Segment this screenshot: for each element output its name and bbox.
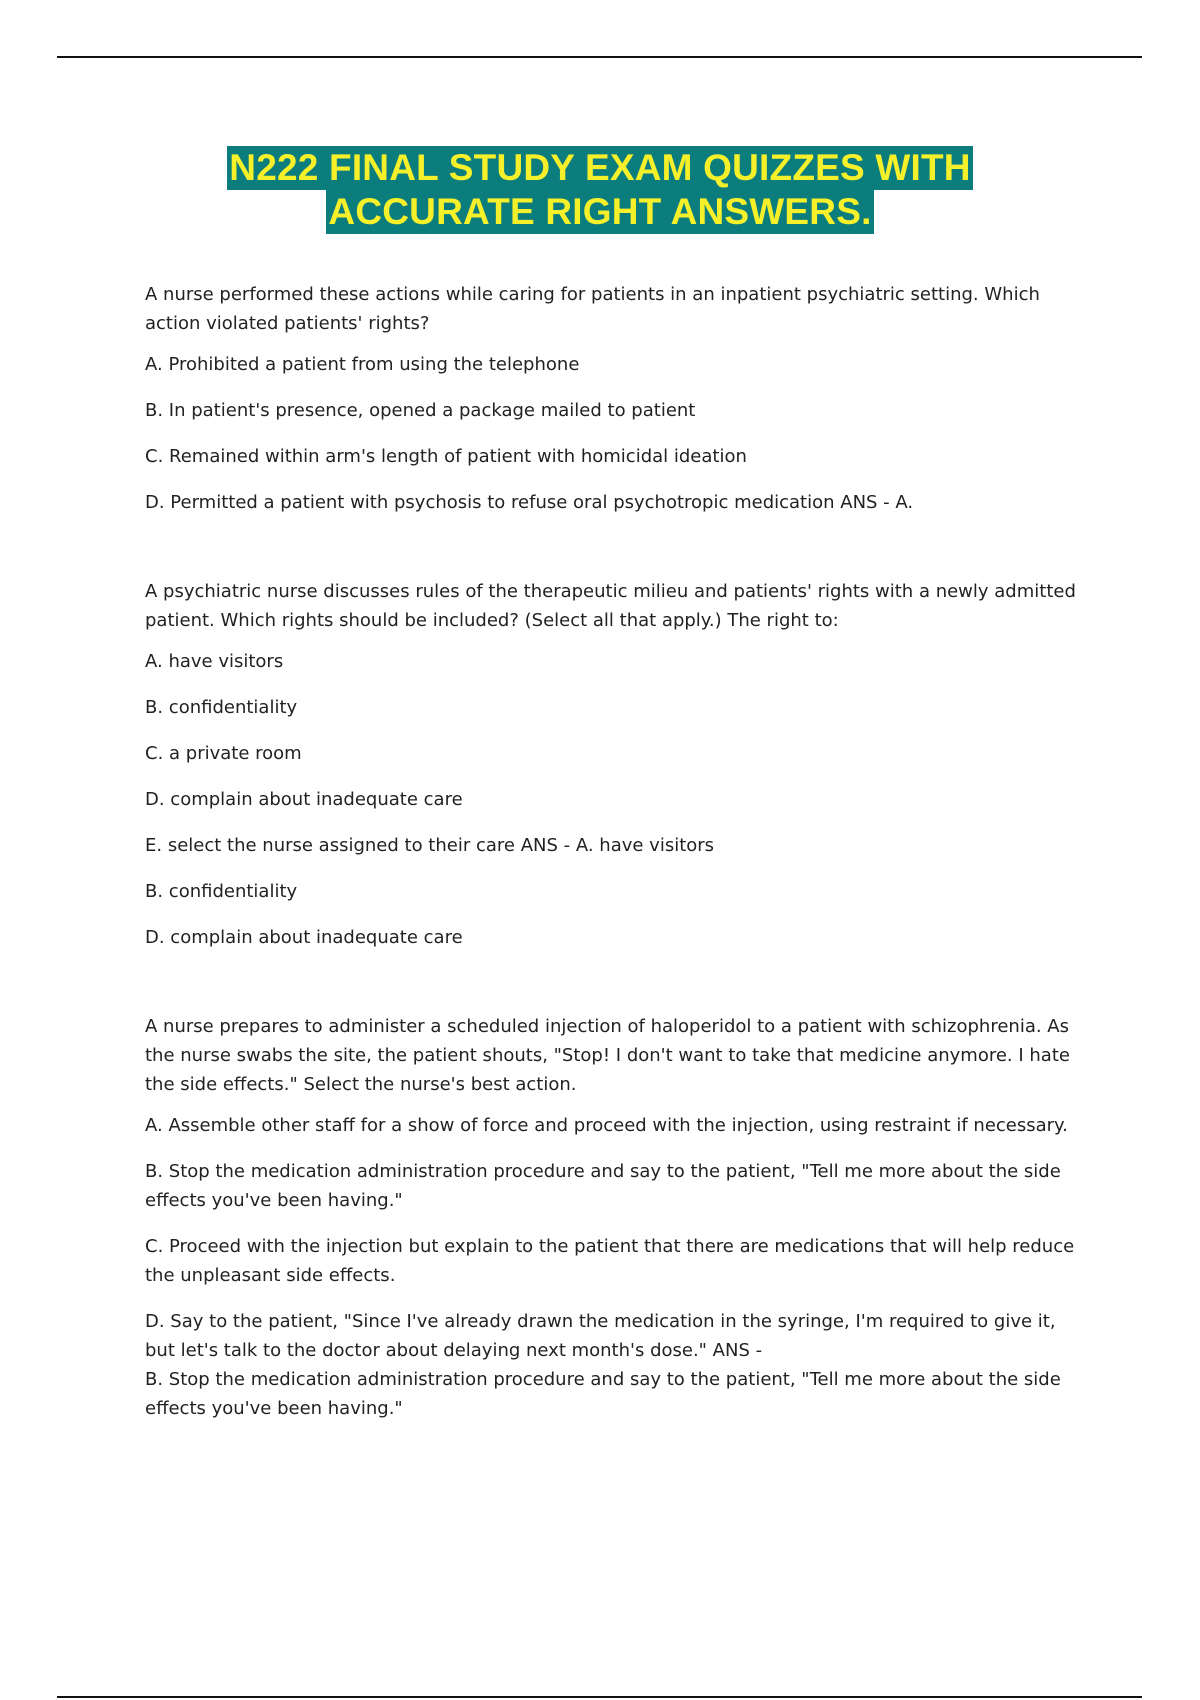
answer-option: B. In patient's presence, opened a package mailed to patient — [145, 400, 696, 421]
answer-option: B. confidentiality — [145, 697, 298, 718]
answer-option: B. confidentiality — [145, 881, 298, 902]
answer-option: C. a private room — [145, 743, 302, 764]
answer-text: B. Stop the medication administration procedure and say to the patient, "Tell me more about the side effects you've been having." — [145, 1369, 1061, 1419]
title-line-2: ACCURATE RIGHT ANSWERS. — [328, 191, 872, 232]
question-block — [145, 577, 1090, 952]
answer-option: A. Prohibited a patient from using the telephone — [145, 354, 580, 375]
answer-option: A. Assemble other staff for a show of force and proceed with the injection, using restraint if necessary. — [145, 1115, 1068, 1136]
answer-option: D. Permitted a patient with psychosis to refuse oral psychotropic medication ANS - A. — [145, 492, 914, 513]
answer-option: A. have visitors — [145, 651, 284, 672]
bottom-rule — [57, 1696, 1142, 1698]
top-rule — [57, 56, 1142, 58]
question-stem: A nurse performed these actions while caring for patients in an inpatient psychiatric setting. Which action violated patients' rights? — [145, 284, 1040, 334]
answer-option: C. Proceed with the injection but explain to the patient that there are medications that will help reduce the unpleasant side effects. — [145, 1236, 1075, 1286]
question-stem: A nurse prepares to administer a scheduled injection of haloperidol to a patient with schizophrenia. As the nurse swabs the site, the patient shouts, "Stop! I don't want to take that medicine anymore. I hate the side effects." Select the nurse's best action. — [145, 1016, 1070, 1095]
title-line-1: N222 FINAL STUDY EXAM QUIZZES WITH — [229, 147, 971, 188]
answer-option: B. Stop the medication administration procedure and say to the patient, "Tell me more about the side effects you've been having." — [145, 1161, 1061, 1211]
document-body — [145, 280, 1090, 1423]
answer-option: D. complain about inadequate care — [145, 789, 463, 810]
question-block — [145, 1012, 1090, 1423]
answer-option: E. select the nurse assigned to their care ANS - A. have visitors — [145, 835, 715, 856]
question-stem: A psychiatric nurse discusses rules of the therapeutic milieu and patients' rights with a newly admitted patient. Which rights should be included? (Select all that apply.) The right to: — [145, 581, 1076, 631]
answer-option: D. Say to the patient, "Since I've already drawn the medication in the syringe, I'm required to give it, but let's talk to the doctor about delaying next month's dose." ANS - — [145, 1311, 1056, 1361]
answer-option: C. Remained within arm's length of patient with homicidal ideation — [145, 446, 747, 467]
page-title — [0, 146, 1200, 234]
question-block — [145, 280, 1090, 517]
answer-option: D. complain about inadequate care — [145, 927, 463, 948]
